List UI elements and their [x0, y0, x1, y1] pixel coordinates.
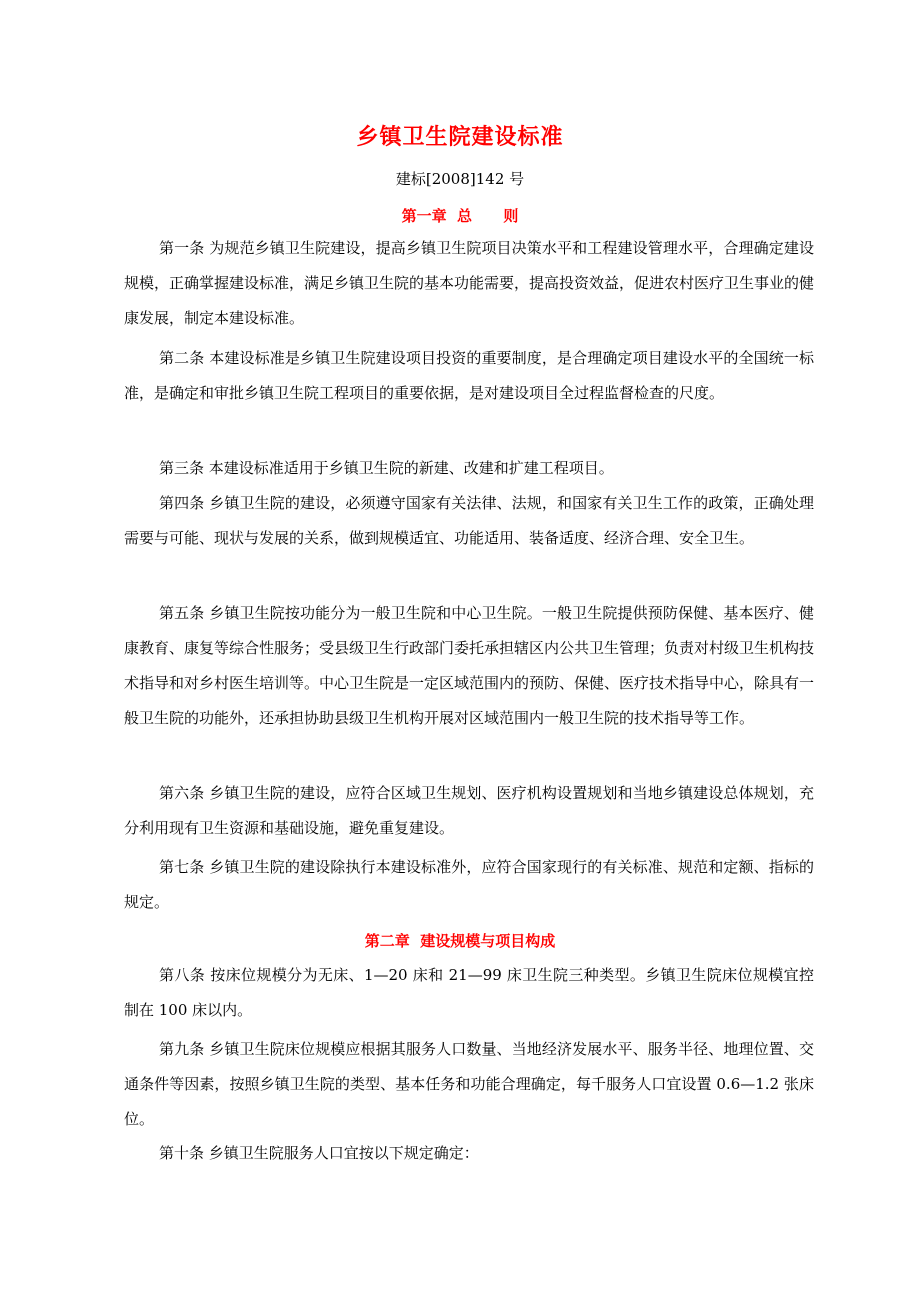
- article-10: 第十条 乡镇卫生院服务人口宜按以下规定确定：: [159, 1144, 479, 1162]
- article-2: 第二条 本建设标准是乡镇卫生院建设项目投资的重要制度，是合理确定项目建设水平的全国统一标准，是确定和审批乡镇卫生院工程项目的重要依据，是对建设项目全过程监督检查的尺度。: [124, 349, 814, 402]
- article-9: 第九条 乡镇卫生院床位规模应根据其服务人口数量、当地经济发展水平、服务半径、地理位置、交通条件等因素，按照乡镇卫生院的类型、基本任务和功能合理确定，每千服务人口宜设置 0.6—1.2 张床位。: [124, 1040, 814, 1128]
- chapter-heading-2: 第二章 建设规模与项目构成: [364, 932, 556, 950]
- article-1: 第一条 为规范乡镇卫生院建设，提高乡镇卫生院项目决策水平和工程建设管理水平，合理确定建设规模，正确掌握建设标准，满足乡镇卫生院的基本功能需要，提高投资效益，促进农村医疗卫生事业的健康发展，制定本建设标准。: [124, 239, 815, 327]
- article-4: 第四条 乡镇卫生院的建设，必须遵守国家有关法律、法规，和国家有关卫生工作的政策，正确处理需要与可能、现状与发展的关系，做到规模适宜、功能适用、装备适度、经济合理、安全卫生。: [124, 494, 814, 547]
- chapter-heading-1: 第一章 总 则: [401, 207, 519, 225]
- article-8: 第八条 按床位规模分为无床、1—20 床和 21—99 床卫生院三种类型。乡镇卫生院床位规模宜控制在 100 床以内。: [124, 966, 814, 1019]
- article-3: 第三条 本建设标准适用于乡镇卫生院的新建、改建和扩建工程项目。: [159, 459, 614, 477]
- article-5: 第五条 乡镇卫生院按功能分为一般卫生院和中心卫生院。一般卫生院提供预防保健、基本医疗、健康教育、康复等综合性服务；受县级卫生行政部门委托承担辖区内公共卫生管理；负责对村级卫生机构技术指导和对乡村医生培训等。中心卫生院是一定区域范围内的预防、保健、医疗技术指导中心，除具有一般卫生院的功能外，还承担协助县级卫生机构开展对区域范围内一般卫生院的技术指导等工作。: [124, 604, 815, 727]
- document-number: 建标[2008]142 号: [395, 170, 525, 188]
- document-title: 乡镇卫生院建设标准: [356, 124, 564, 150]
- article-6: 第六条 乡镇卫生院的建设，应符合区域卫生规划、医疗机构设置规划和当地乡镇建设总体规划，充分利用现有卫生资源和基础设施，避免重复建设。: [124, 784, 814, 837]
- article-7: 第七条 乡镇卫生院的建设除执行本建设标准外，应符合国家现行的有关标准、规范和定额、指标的规定。: [124, 858, 814, 911]
